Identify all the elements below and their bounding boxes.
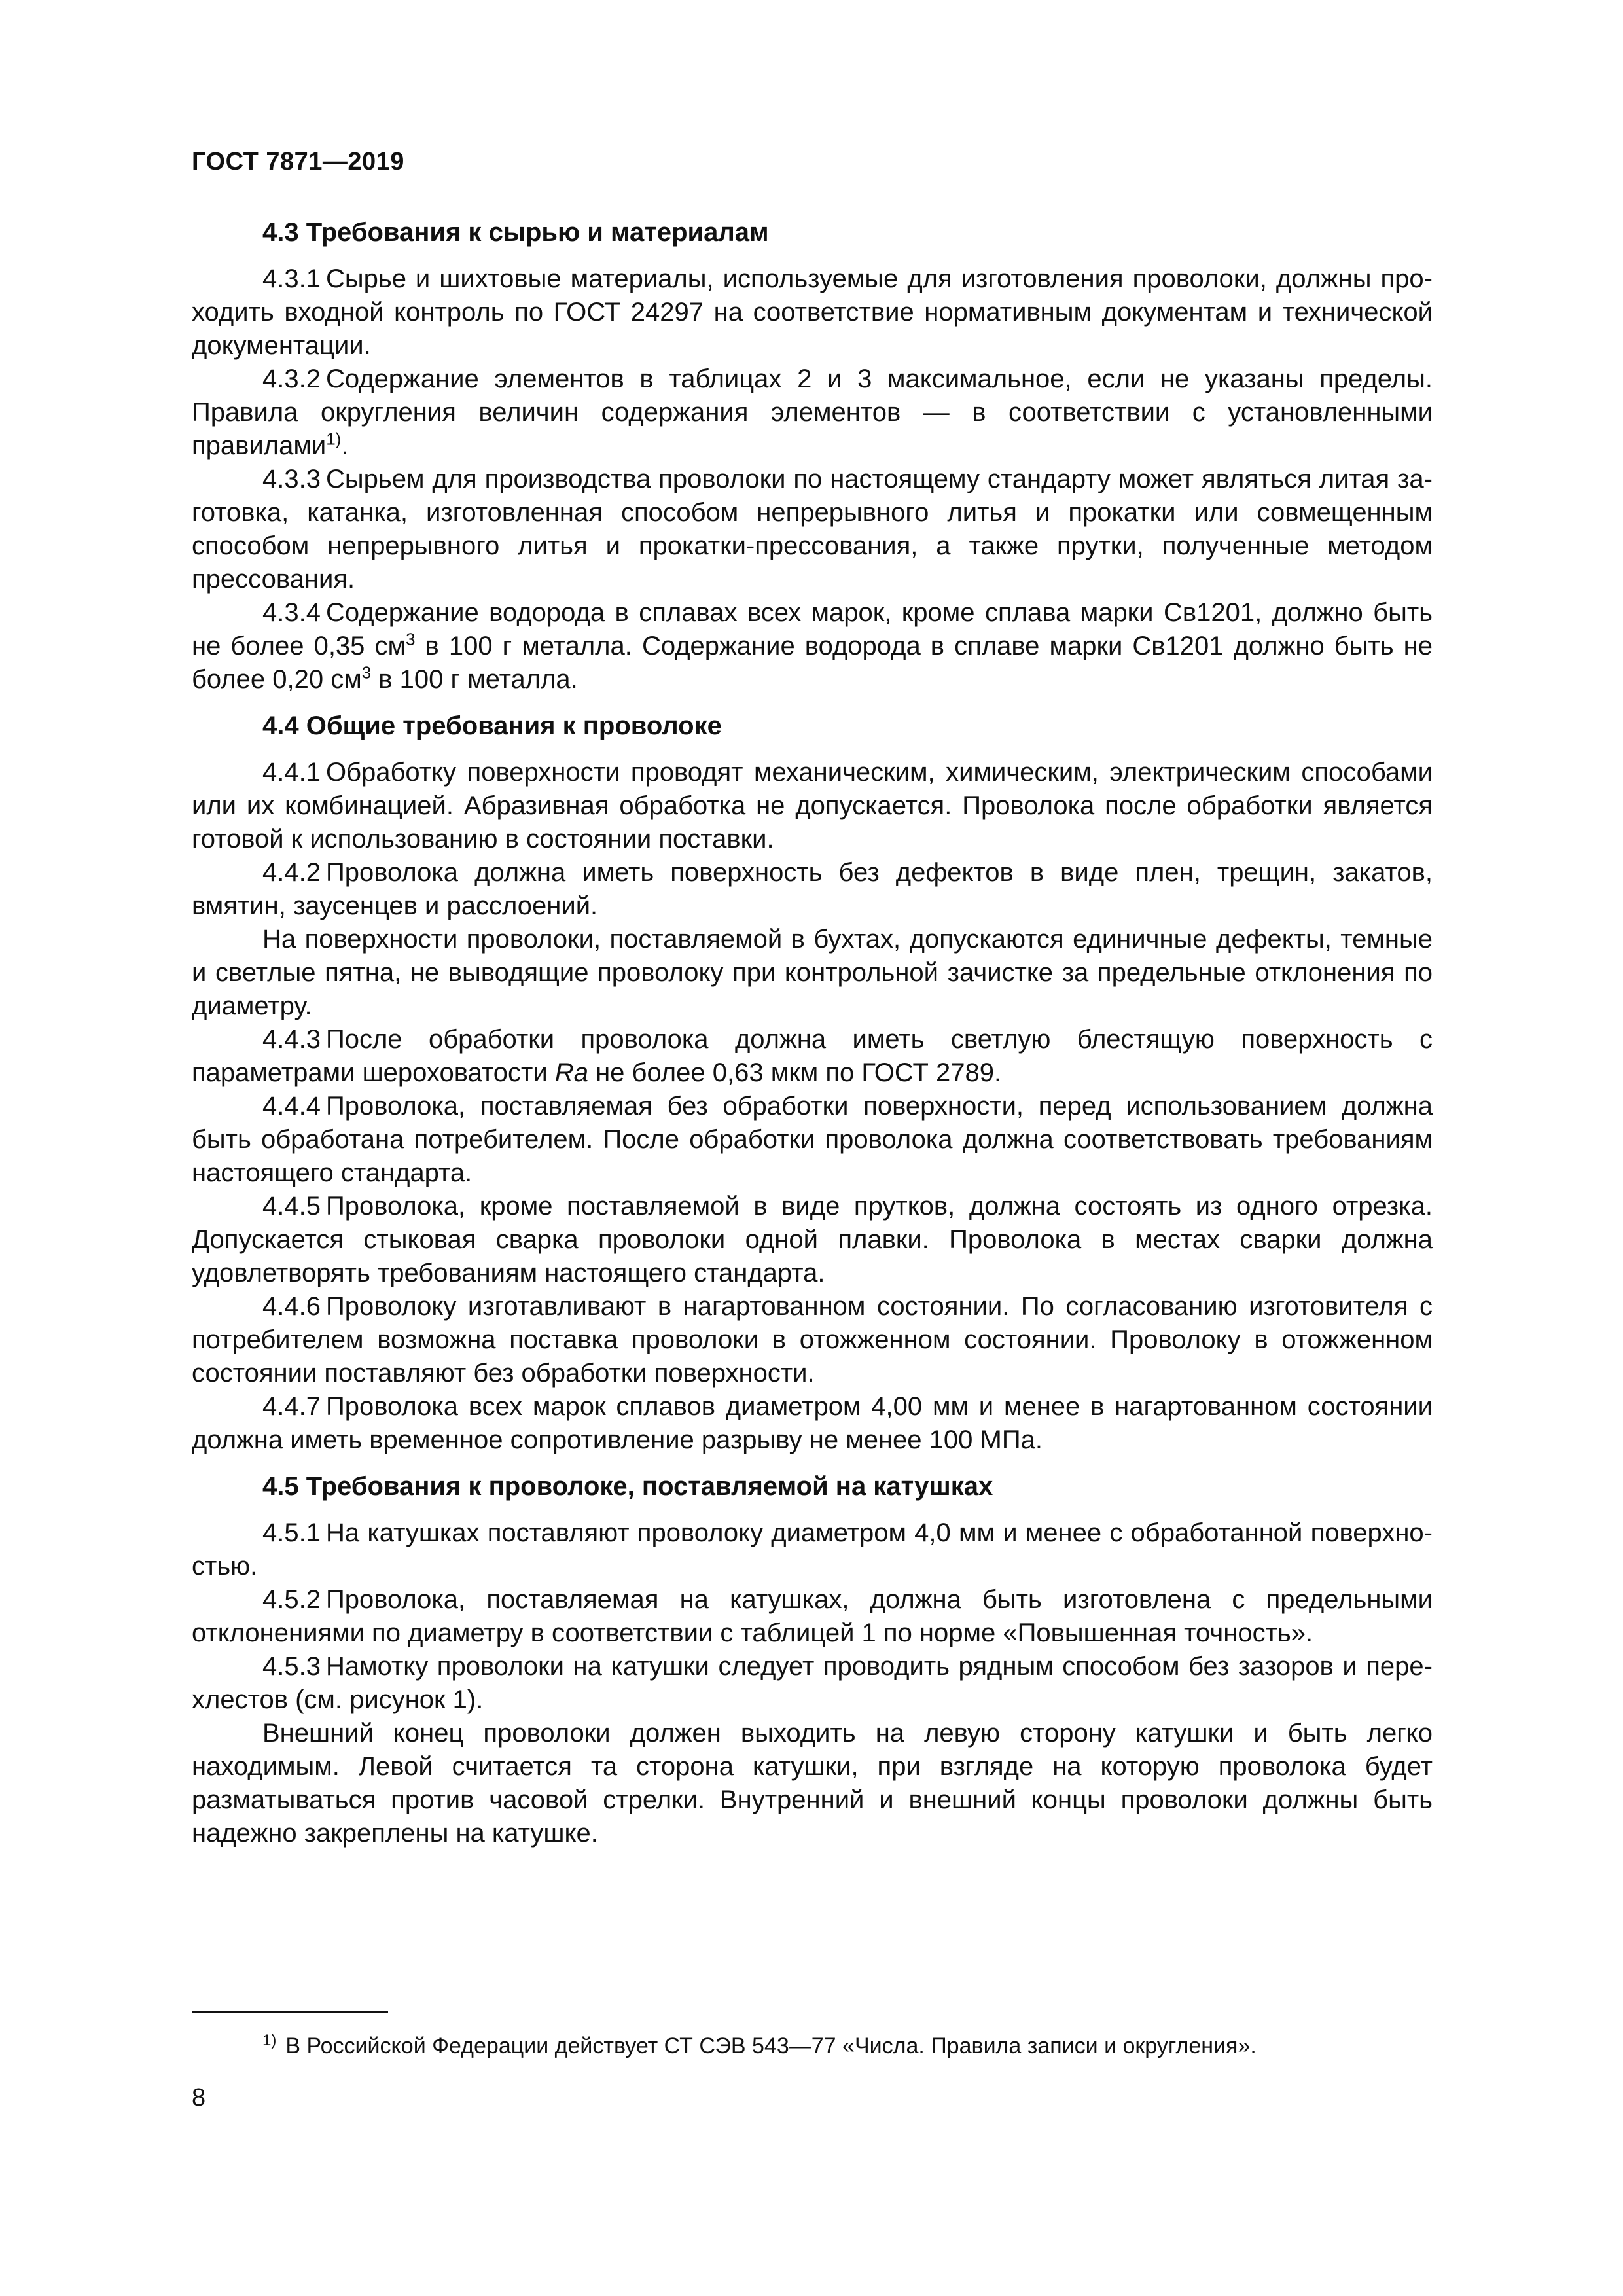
clause-number: 4.4.4 [262, 1092, 321, 1121]
paragraph-text: Намотку проволоки на катушки следует проводить рядным способом без зазоров и перехлестов (см. рисунок 1). [192, 1652, 1433, 1714]
paragraph-text: Проволока, кроме поставляемой в виде прутков, должна состоять из одного отрезка. Допускается стыковая сварка проволоки одной плавки. Проволока в местах сварки должна удовлетворять требованиям настоящего стандарта. [192, 1192, 1433, 1287]
paragraph [192, 463, 1433, 596]
paragraph [192, 262, 1433, 363]
paragraph-text: После обработки проволока должна иметь светлую блестящую поверхность с параметрами шероховатости [192, 1025, 1433, 1087]
clause-number: 4.5.2 [262, 1585, 321, 1614]
paragraph-text: Проволока, поставляемая без обработки поверхности, перед использованием должна быть обработана потребителем. После обработки проволока должна соответствовать требованиям настоящего стандарта. [192, 1092, 1433, 1187]
clause-number: 4.5.1 [262, 1518, 321, 1547]
section-title: 4.4 Общие требования к проволоке [262, 711, 722, 740]
section-title: 4.5 Требования к проволоке, поставляемой на катушках [262, 1472, 993, 1501]
footnote-marker: 1) [262, 2031, 277, 2049]
roughness-symbol: Ra [554, 1058, 588, 1087]
clause-number: 4.4.5 [262, 1192, 321, 1221]
paragraph [192, 1650, 1433, 1717]
footnote-divider [192, 2011, 388, 2013]
paragraph [192, 1583, 1433, 1650]
paragraph-text: Содержание водорода в сплавах всех марок, кроме сплава марки Св1201, должно быть не более 0,35 см [192, 598, 1433, 660]
section-title: 4.3 Требования к сырью и материалам [262, 218, 769, 247]
clause-number: 4.3.4 [262, 598, 321, 627]
paragraph-text: Обработку поверхности проводят механическим, химическим, электрическим способами или их комбинацией. Абразивная обработка не допускается. Проволока после обработки является готовой к использованию в состоянии поставки. [192, 758, 1433, 853]
paragraph [192, 856, 1433, 923]
document-header: ГОСТ 7871—2019 [192, 148, 404, 175]
clause-number: 4.3.1 [262, 264, 321, 293]
document-body [192, 216, 1433, 1850]
paragraph [192, 1190, 1433, 1290]
paragraph-text: не более 0,63 мкм по ГОСТ 2789. [588, 1058, 1002, 1087]
paragraph [192, 1390, 1433, 1457]
paragraph [192, 1090, 1433, 1190]
paragraph-text: в 100 г металла. Содержание водорода в сплаве марки Св1201 должно быть не более 0,20 см [192, 632, 1433, 694]
paragraph-text: Внешний конец проволоки должен выходить на левую сторону катушки и быть легко находимым. Левой считается та сторона катушки, при взгляде на которую проволока будет разматываться против часовой стрелки. Внутренний и внешний концы проволоки должны быть надежно закреплены на катушке. [192, 1719, 1433, 1848]
clause-number: 4.4.1 [262, 758, 321, 787]
superscript: 3 [361, 662, 372, 683]
paragraph-text: . [341, 431, 349, 460]
paragraph-text: Сырьем для производства проволоки по настоящему стандарту может являться литая заготовка, катанка, изготовленная способом непрерывного литья и прокатки или совмещенным способом непрерывного литья и прокатки-прессования, а также прутки, полученные методом прессования. [192, 465, 1433, 594]
paragraph-text: Проволока должна иметь поверхность без дефектов в виде плен, трещин, закатов, вмятин, заусенцев и расслоений. [192, 858, 1433, 920]
paragraph [192, 923, 1433, 1023]
clause-number: 4.5.3 [262, 1652, 321, 1681]
paragraph [192, 1023, 1433, 1090]
clause-number: 4.4.3 [262, 1025, 321, 1054]
footnote-reference: 1) [326, 429, 342, 449]
paragraph [192, 1290, 1433, 1390]
paragraph [192, 1717, 1433, 1850]
footnote-text: В Российской Федерации действует СТ СЭВ 543—77 «Числа. Правила записи и округления». [285, 2034, 1257, 2058]
footnote [192, 2032, 1433, 2060]
paragraph [192, 596, 1433, 696]
paragraph-text: Проволока всех марок сплавов диаметром 4,00 мм и менее в нагартованном состоянии должна иметь временное сопротивление разрыву не менее 100 МПа. [192, 1392, 1433, 1454]
paragraph-text: Проволока, поставляемая на катушках, должна быть изготовлена с предельными отклонениями по диаметру в соответствии с таблицей 1 по норме «Повышенная точность». [192, 1585, 1433, 1647]
clause-number: 4.4.7 [262, 1392, 321, 1421]
superscript: 3 [406, 629, 416, 649]
clause-number: 4.4.2 [262, 858, 321, 887]
paragraph-text: Сырье и шихтовые материалы, используемые для изготовления проволоки, должны проходить входной контроль по ГОСТ 24297 на соответствие нормативным документам и технической документации. [192, 264, 1433, 360]
paragraph [192, 756, 1433, 856]
paragraph [192, 1516, 1433, 1583]
clause-number: 4.3.3 [262, 465, 321, 493]
paragraph-text: На поверхности проволоки, поставляемой в бухтах, допускаются единичные дефекты, темные и светлые пятна, не выводящие проволоку при контрольной зачистке за предельные отклонения по диаметру. [192, 925, 1433, 1020]
paragraph-text: Проволоку изготавливают в нагартованном состоянии. По согласованию изготовителя с потребителем возможна поставка проволоки в отожженном состоянии. Проволоку в отожженном состоянии поставляют без обработки поверхности. [192, 1292, 1433, 1388]
paragraph [192, 363, 1433, 463]
clause-number: 4.4.6 [262, 1292, 321, 1321]
page-number: 8 [192, 2084, 206, 2111]
paragraph-text: Содержание элементов в таблицах 2 и 3 максимальное, если не указаны пределы. Правила округления величин содержания элементов — в соответствии с установленными правилами [192, 365, 1433, 460]
paragraph-text: На катушках поставляют проволоку диаметром 4,0 мм и менее с обработанной поверхностью. [192, 1518, 1433, 1581]
clause-number: 4.3.2 [262, 365, 321, 393]
paragraph-text: в 100 г металла. [371, 665, 578, 694]
